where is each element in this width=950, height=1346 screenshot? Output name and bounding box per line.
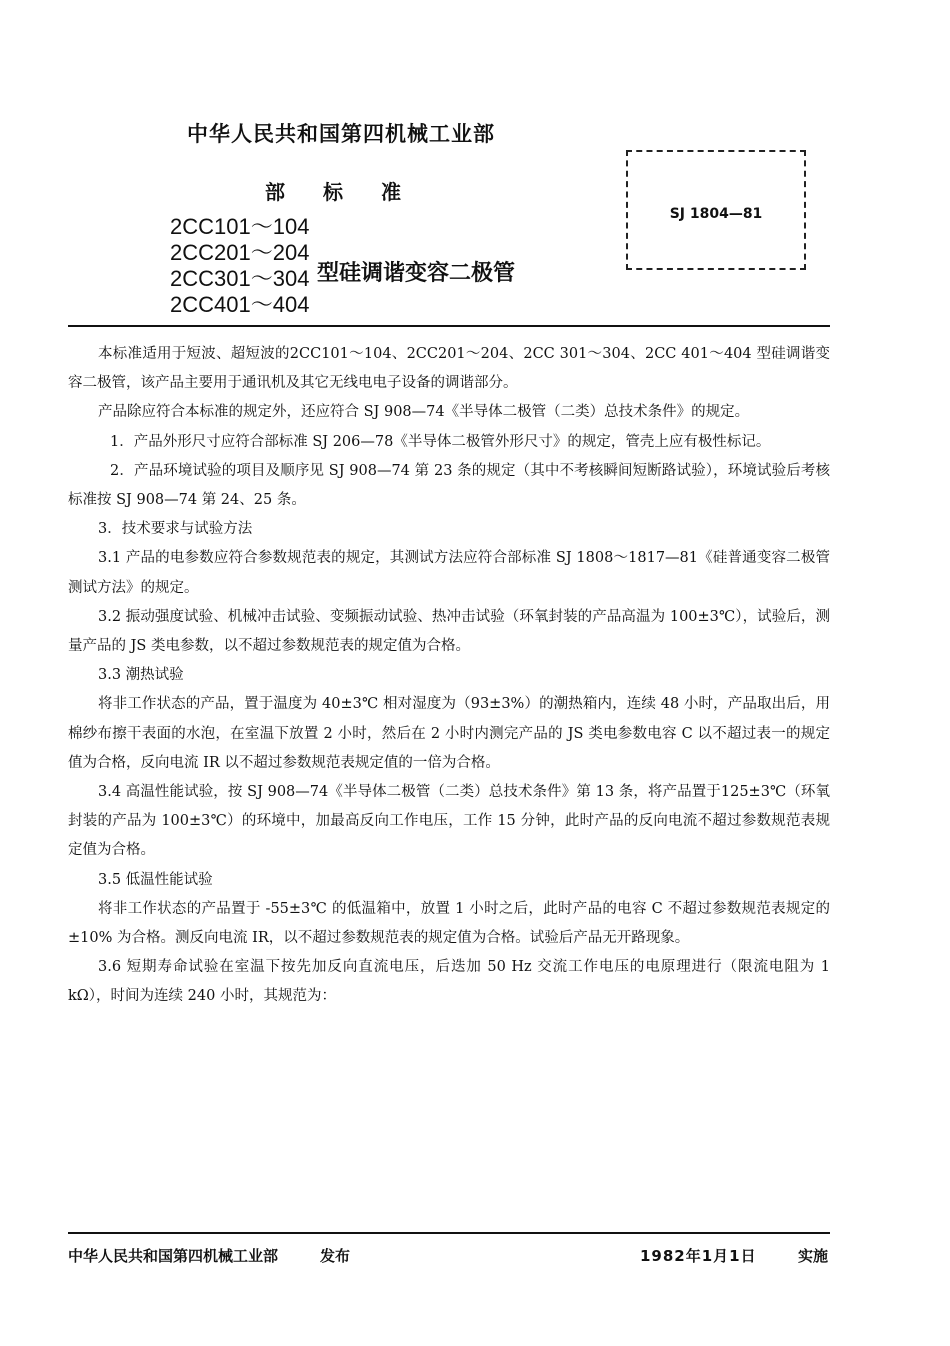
clause-3-1: 3.1 产品的电参数应符合参数规范表的规定，其测试方法应符合部标准 SJ 1808～1817—81《硅普通变容二极管测试方法》的规定。 [68, 550, 830, 596]
clause-3-3-text: 将非工作状态的产品，置于温度为 40±3℃ 相对湿度为（93±3%）的潮热箱内，连续 48 小时，产品取出后，用棉纱布擦干表面的水泡，在室温下放置 2 小时，然后在 2 小时内测完产品的 JS 类电参数电容 C 以不超过表一的规定值为合格，反向电流 IR 以不超过参数规范表规定值的一倍为合格。 [68, 696, 830, 771]
model-range: 2CC401～404 [170, 292, 310, 317]
header-divider [68, 325, 830, 327]
footer-effective-date: 1982年1月1日 [640, 1247, 757, 1265]
model-range: 2CC101～104 [170, 214, 310, 239]
standard-code: SJ 1804—81 [669, 206, 763, 222]
standard-type: 部标准 [265, 180, 439, 204]
clause-3-4: 3.4 高温性能试验，按 SJ 908—74《半导体二极管（二类）总技术条件》第 13 条，将产品置于125±3℃（环氧封装的产品为 100±3℃）的环境中，加最高反向工作电压，工作 15 分钟，此时产品的反向电流不超过参数规范表规定值为合格。 [68, 784, 830, 859]
clause-3-heading: 3．技术要求与试验方法 [98, 521, 253, 538]
standard-code-box [626, 150, 806, 270]
model-list [170, 214, 309, 318]
paragraph-general: 产品除应符合本标准的规定外，还应符合 SJ 908—74《半导体二极管（二类）总技术条件》的规定。 [98, 404, 750, 421]
clause-3-3-heading: 3.3 潮热试验 [98, 667, 184, 684]
footer-implemented-label: 实施 [798, 1247, 829, 1265]
footer-published-label: 发布 [320, 1247, 351, 1265]
document-body [68, 340, 830, 1012]
clause-1: 1．产品外形尺寸应符合部标准 SJ 206—78《半导体二极管外形尺寸》的规定，管壳上应有极性标记。 [110, 433, 771, 450]
clause-3-2: 3.2 振动强度试验、机械冲击试验、变频振动试验、热冲击试验（环氧封装的产品高温为 100±3℃），试验后，测量产品的 JS 类电参数，以不超过参数规范表的规定值为合格。 [68, 608, 830, 655]
clause-2: 2．产品环境试验的项目及顺序见 SJ 908—74 第 23 条的规定（其中不考核瞬间短断路试验），环境试验后考核标准按 SJ 908—74 第 24、25 条。 [68, 462, 830, 509]
issuing-ministry: 中华人民共和国第四机械工业部 [187, 122, 495, 146]
model-range: 2CC201～204 [170, 240, 310, 265]
document-title: 型硅调谐变容二极管 [317, 261, 516, 286]
clause-3-6: 3.6 短期寿命试验在室温下按先加反向直流电压，后迭加 50 Hz 交流工作电压的电原理进行（限流电阻为 1 kΩ），时间为连续 240 小时，其规范为： [68, 959, 830, 1005]
clause-3-5-heading: 3.5 低温性能试验 [98, 871, 213, 888]
clause-3-5-text: 将非工作状态的产品置于 -55±3℃ 的低温箱中，放置 1 小时之后，此时产品的电容 C 不超过参数规范表规定的 ±10% 为合格。测反向电流 IR，以不超过参数规范表的规定值为合格。试验后产品无开路现象。 [68, 900, 830, 947]
model-range: 2CC301～304 [170, 266, 310, 291]
footer-divider [68, 1232, 830, 1234]
footer-issuer: 中华人民共和国第四机械工业部 [68, 1247, 279, 1265]
paragraph-scope: 本标准适用于短波、超短波的2CC101～104、2CC201～204、2CC 301～304、2CC 401～404 型硅调谐变容二极管，该产品主要用于通讯机及其它无线电电子设备的调谐部分。 [68, 346, 830, 392]
